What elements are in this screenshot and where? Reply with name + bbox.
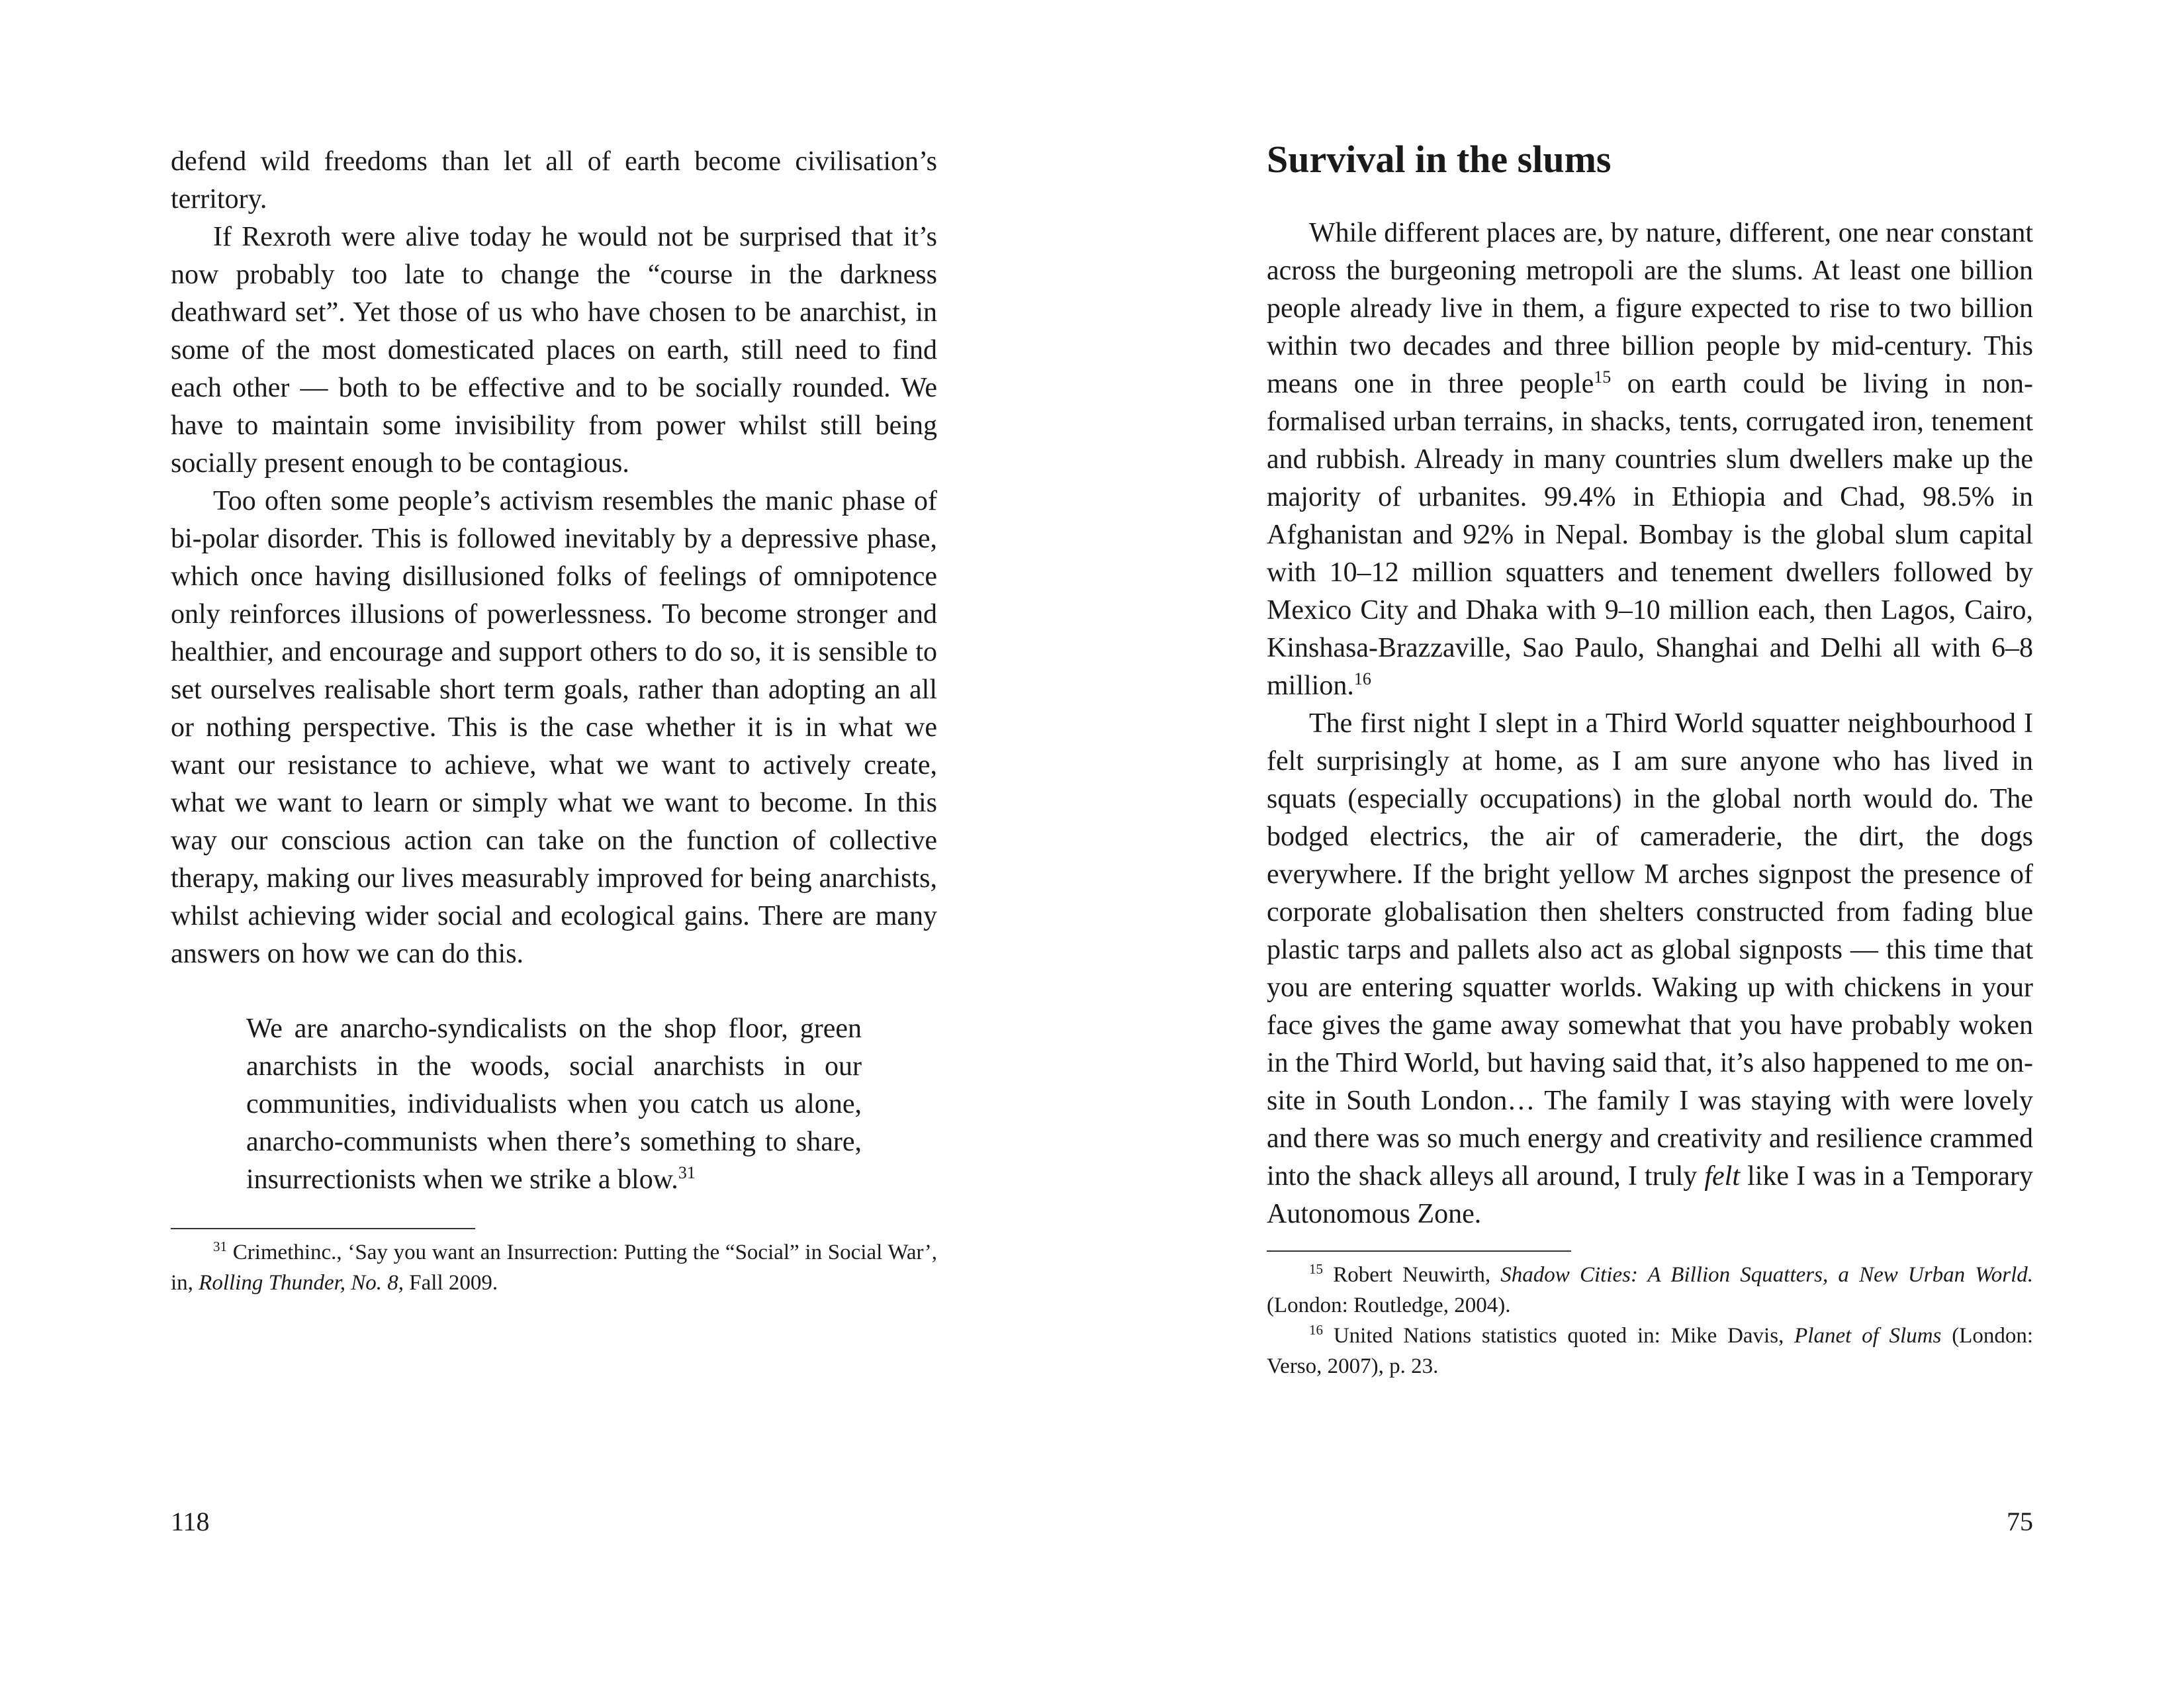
footnote-title: Planet of Slums: [1794, 1324, 1942, 1348]
left-page-text: [171, 143, 937, 1298]
footnote: [1267, 1321, 2033, 1382]
footnote-ref[interactable]: 16: [1353, 669, 1371, 688]
footnote-divider: [171, 1228, 475, 1229]
footnote-ref[interactable]: 15: [1594, 367, 1612, 387]
paragraph-text: While different places are, by nature, different, one near constant across the burgeoning metropoli are the slums. At least one billion people already live in them, a figure expected to rise to two billion within two decades and three billion people by mid-century. This means one in three people: [1267, 218, 2033, 399]
block-quote: [246, 1010, 862, 1199]
footnote-number: 31: [213, 1239, 227, 1254]
paragraph-text: The first night I slept in a Third World squatter neighbourhood I felt surprisingly at home, as I am sure anyone who has lived in squats (especially occupations) in the global north would do. The bodged electrics, the air of cameraderie, the dirt, the dogs everywhere. If the bright yellow M arches signpost the presence of corporate globalisation then shelters constructed from fading blue plastic tarps and pallets also act as global signposts — this time that you are entering squatter worlds. Waking up with chickens in your face gives the game away somewhat that you have probably woken in the Third World, but having said that, it’s also happened to me on-site in South London… The family I was staying with were lovely and there was so much energy and creativity and resilience crammed into the shack alleys all around, I truly: [1267, 708, 2033, 1192]
paragraph: If Rexroth were alive today he would not be surprised that it’s now probably too late to change the “course in the darkness deathward set”. Yet those of us who have chosen to be anarchist, in some of the most domesticated places on earth, still need to find each other — both to be effective and to be socially rounded. We have to maintain some invisibility from power whilst still being socially present enough to be contagious.: [171, 222, 937, 479]
footnote-title: Shadow Cities: A Billion Squatters, a New Urban World.: [1500, 1263, 2034, 1287]
footnote-text: Crimethinc., ‘Say you want an Insurrection: Putting the “Social” in Social War’, in,: [171, 1241, 937, 1295]
footnote-text: (London: Routledge, 2004).: [1267, 1293, 1511, 1317]
paragraph: Too often some people’s activism resembles the manic phase of bi-polar disorder. This is followed inevitably by a depressive phase, which once having disillusioned folks of feelings of omnipotence only reinforces illusions of powerlessness. To become stronger and healthier, and encourage and support others to do so, it is sensible to set ourselves realisable short term goals, rather than adopting an all or nothing perspective. This is the case whether it is in what we want our resistance to achieve, what we want to actively create, what we want to learn or simply what we want to become. In this way our conscious action can take on the function of collective therapy, making our lives measurably improved for being anarchists, whilst achieving wider social and ecological gains. There are many answers on how we can do this.: [171, 486, 937, 969]
left-page: [171, 0, 937, 1688]
emphasis: felt: [1704, 1161, 1740, 1192]
page-number: 75: [2007, 1507, 2033, 1536]
footnote: [171, 1237, 937, 1298]
quote-text: We are anarcho-syndicalists on the shop floor, green anarchists in the woods, social anarchists in our communities, individualists when you catch us alone, anarcho-communists when there’s something to share, insurrectionists when we strike a blow.: [246, 1013, 862, 1195]
footnote-text: United Nations statistics quoted in: Mike Davis,: [1333, 1324, 1795, 1348]
footnote: [1267, 1260, 2033, 1321]
footnote-text: (London: Verso, 2007), p. 23.: [1267, 1324, 2034, 1378]
right-page-text: [1267, 131, 2033, 1382]
paragraph-text: on earth could be living in non-formalised urban terrains, in shacks, tents, corrugated iron, tenement and rubbish. Already in many countries slum dwellers make up the majority of urbanites. 99.4% in Ethiopia and Chad, 98.5% in Afghanistan and 92% in Nepal. Bombay is the global slum capital with 10–12 million squatters and tenement dwellers followed by Mexico City and Dhaka with 9–10 million each, then Lagos, Cairo, Kinshasa-Brazzaville, Sao Paulo, Shanghai and Delhi all with 6–8 million.: [1267, 369, 2033, 701]
paragraph-text: like I was in a Temporary Autonomous Zone.: [1267, 1161, 2033, 1229]
footnote-text: Fall 2009.: [404, 1271, 498, 1295]
section-heading: Survival in the slums: [1267, 138, 1612, 181]
right-page: [1267, 0, 2033, 1688]
paragraph: [1267, 214, 2033, 705]
footnote-ref[interactable]: 31: [678, 1163, 696, 1182]
footnote-number: 16: [1309, 1322, 1323, 1338]
footnote-title: Rolling Thunder, No. 8,: [199, 1271, 404, 1295]
footnote-text: Robert Neuwirth,: [1333, 1263, 1501, 1287]
page-number: 118: [171, 1507, 210, 1536]
paragraph: defend wild freedoms than let all of earth become civilisation’s territory.: [171, 146, 937, 214]
paragraph: [1267, 705, 2033, 1233]
footnote-number: 15: [1309, 1261, 1323, 1277]
footnote-divider: [1267, 1250, 1571, 1252]
